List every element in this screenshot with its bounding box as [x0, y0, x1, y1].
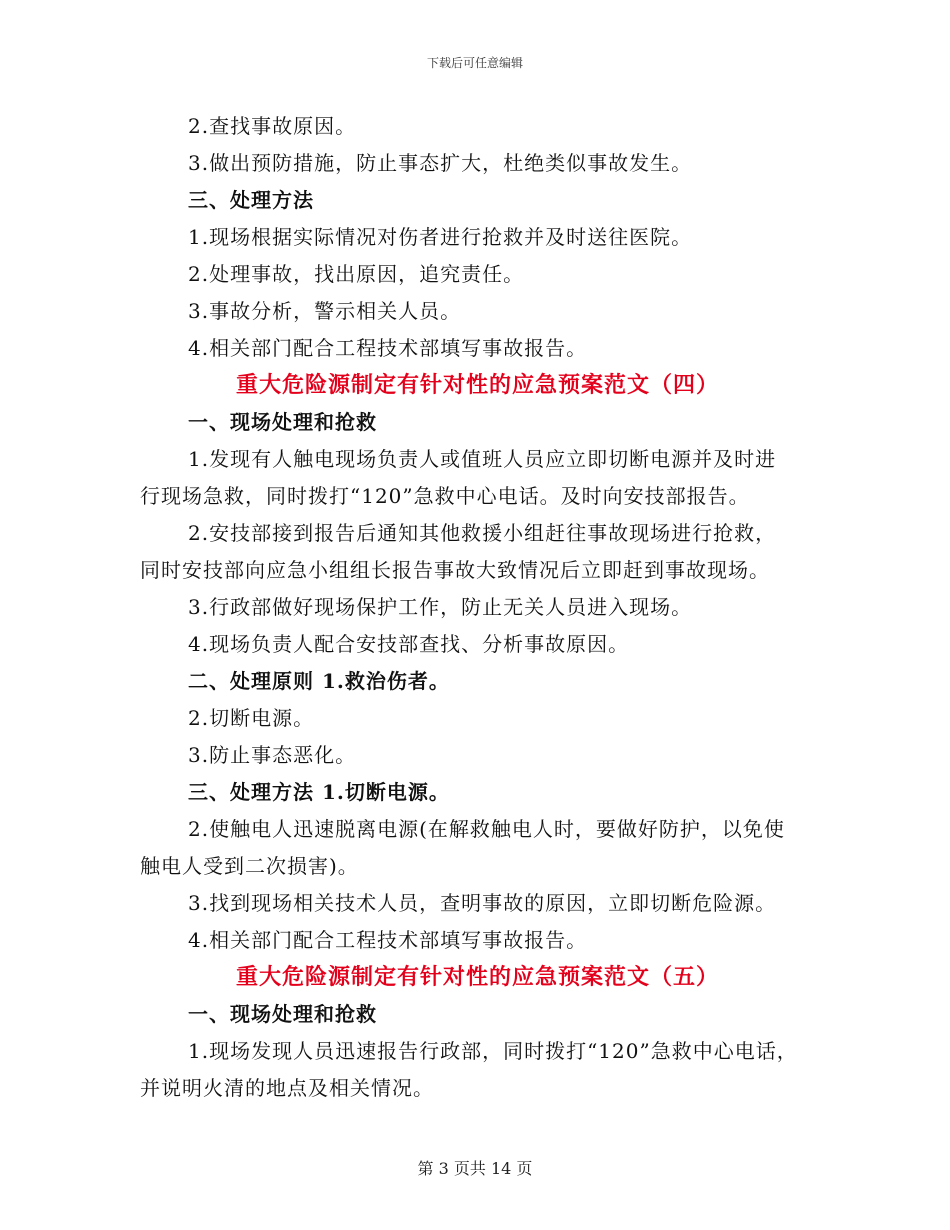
page-footer: 第 3 页共 14 页	[417, 1159, 533, 1178]
paragraph: 3.找到现场相关技术人员，查明事故的原因，立即切断危险源。	[188, 891, 777, 915]
paragraph-first-line: 1.现场发现人员迅速报告行政部，同时拨打“120”急救中心电话，	[188, 1039, 798, 1063]
section-title: 重大危险源制定有针对性的应急预案范文（四）	[235, 372, 719, 398]
paragraph: 3.防止事态恶化。	[188, 743, 357, 767]
paragraph: 3.事故分析，警示相关人员。	[188, 299, 462, 323]
section-heading: 一、现场处理和抢救	[188, 410, 377, 434]
page-header: 下载后可任意编辑	[426, 56, 523, 70]
paragraph-continuation: 并说明火清的地点及相关情况。	[140, 1076, 434, 1100]
paragraph: 2.处理事故，找出原因，追究责任。	[188, 262, 525, 286]
paragraph: 1.现场根据实际情况对伤者进行抢救并及时送往医院。	[188, 225, 693, 249]
paragraph-first-line: 1.发现有人触电现场负责人或值班人员应立即切断电源并及时进	[188, 447, 777, 471]
section-heading: 三、处理方法	[188, 188, 314, 212]
paragraph: 4.相关部门配合工程技术部填写事故报告。	[188, 336, 588, 360]
section-heading: 一、现场处理和抢救	[188, 1002, 377, 1026]
paragraph: 3.行政部做好现场保护工作，防止无关人员进入现场。	[188, 595, 693, 619]
paragraph	[140, 811, 815, 885]
section-heading: 三、处理方法 1.切断电源。	[188, 780, 450, 804]
paragraph: 4.相关部门配合工程技术部填写事故报告。	[188, 928, 588, 952]
paragraph-first-line: 2.安技部接到报告后通知其他救援小组赶往事故现场进行抢救，	[188, 521, 777, 545]
paragraph: 2.切断电源。	[188, 706, 315, 730]
paragraph-continuation: 行现场急救，同时拨打“120”急救中心电话。及时向安技部报告。	[140, 484, 750, 508]
paragraph: 4.现场负责人配合安技部查找、分析事故原因。	[188, 632, 630, 656]
paragraph-first-line: 2.使触电人迅速脱离电源(在解救触电人时，要做好防护，以免使	[188, 817, 785, 841]
paragraph-continuation: 触电人受到二次损害)。	[140, 854, 359, 878]
section-heading: 二、处理原则 1.救治伤者。	[188, 669, 450, 693]
paragraph	[140, 1033, 815, 1107]
paragraph-continuation: 同时安技部向应急小组组长报告事故大致情况后立即赶到事故现场。	[140, 558, 770, 582]
paragraph: 2.查找事故原因。	[188, 114, 357, 138]
section-title: 重大危险源制定有针对性的应急预案范文（五）	[235, 964, 719, 990]
paragraph: 3.做出预防措施，防止事态扩大，杜绝类似事故发生。	[188, 151, 693, 175]
paragraph	[140, 515, 815, 589]
paragraph	[140, 441, 815, 515]
document-body	[140, 108, 815, 1107]
